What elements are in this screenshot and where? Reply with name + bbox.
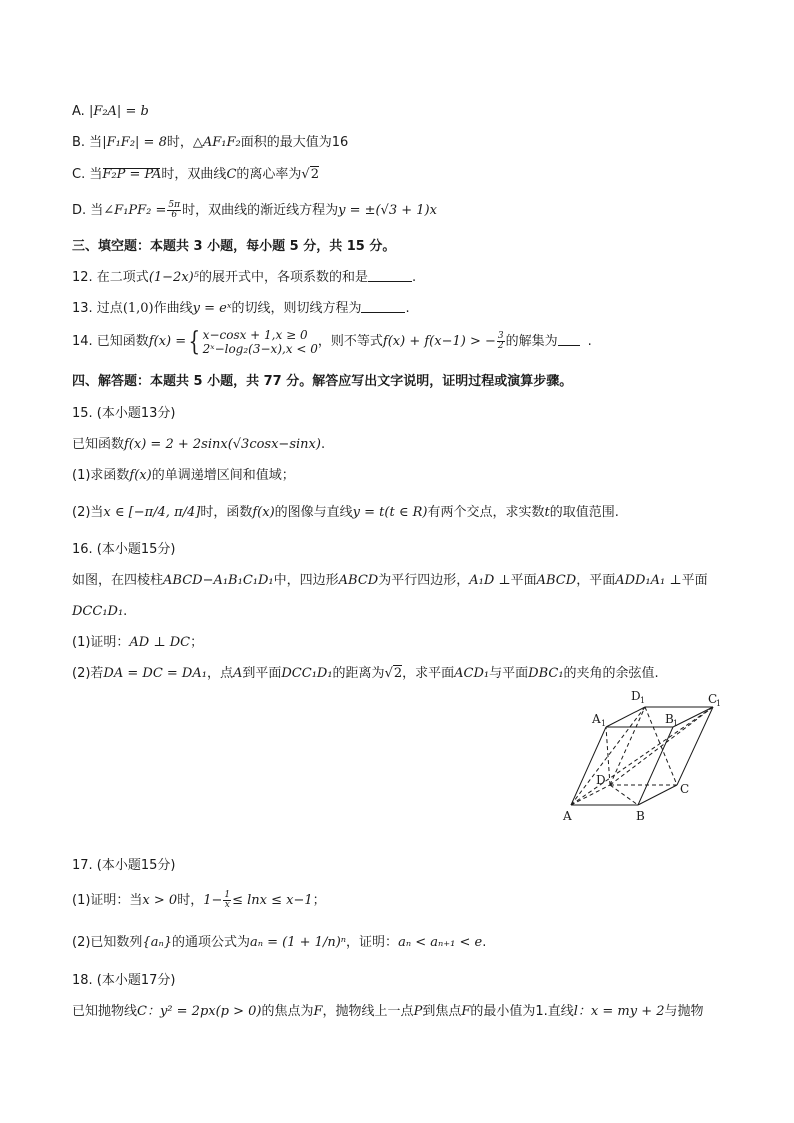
question-12: 12. 在二项式(1−2x)⁵的展开式中，各项系数的和是 . (72, 270, 417, 285)
section-4-heading: 四、解答题：本题共 5 小题，共 77 分。解答应写出文字说明，证明过程或演算步骤。 (72, 374, 573, 389)
question-16-part-2: (2)若DA = DC = DA₁，点A到平面DCC₁D₁的距离为√2，求平面ACD₁与平面DBC₁的夹角的余弦值. (72, 666, 659, 681)
vertex-label-B1: B (665, 712, 674, 726)
question-17-part-1: (1)证明：当x > 0时，1− $\frac{1}{x}$ ≤ lnx ≤ x−1； (72, 890, 326, 910)
option-c: C. 当 F₂P = PA时，双曲线C的离心率为√2 (72, 167, 319, 182)
question-18-stem: 已知抛物线C：y² = 2px(p > 0)的焦点为F，抛物线上一点P到焦点F的最小值为1.直线l：x = my + 2与抛物 (72, 1004, 704, 1019)
question-17-part-2: (2)已知数列{aₙ}的通项公式为aₙ = (1 + 1/n)ⁿ，证明：aₙ < aₙ₊₁ < e. (72, 935, 487, 950)
vertex-label-D1: D (631, 689, 641, 703)
question-13: 13. 过点(1,0)作曲线y = eˣ的切线，则切线方程为 . (72, 301, 410, 316)
answer-blank (361, 300, 405, 313)
question-16-stem-line-1: 如图，在四棱柱ABCD−A₁B₁C₁D₁中，四边形ABCD为平行四边形，A₁D ⊥平面ABCD，平面ADD₁A₁ ⊥平面 (72, 573, 708, 588)
vertex-label-A1-sub: 1 (601, 719, 607, 728)
vertex-label-B: B (636, 809, 645, 823)
brace-icon: { (188, 326, 201, 357)
answer-blank (558, 333, 580, 346)
vertex-label-C1: C (708, 692, 718, 706)
question-16-stem-line-2: DCC₁D₁. (72, 604, 128, 619)
question-17-heading: 17. (本小题15分) (72, 858, 176, 873)
question-14: 14. 已知函数f(x) ={ x−cosx + 1,x ≥ 0 2ˣ−log₂(3−x),x < 0 ，则不等式f(x) + f(x−1) > − $\frac{3}{2}$ 的解集为 . (72, 326, 592, 357)
section-3-heading: 三、填空题：本题共 3 小题，每小题 5 分，共 15 分。 (72, 239, 396, 254)
option-d: D. 当∠F₁PF₂ = $\frac{5\pi}{6}$ 时，双曲线的渐近线方程为y = ±(√3 + 1)x (72, 200, 437, 220)
question-15-part-2: (2)当x ∈ [−π/4, π/4]时，函数f(x)的图像与直线y = t(t ∈ R)有两个交点，求实数t的取值范围. (72, 505, 619, 520)
question-15-part-1: (1)求函数f(x)的单调递增区间和值域； (72, 468, 295, 483)
vertex-label-A: A (563, 809, 572, 823)
vertex-label-D1-sub: 1 (640, 696, 646, 705)
vertex-label-C1-sub: 1 (716, 699, 722, 708)
question-15-heading: 15. (本小题13分) (72, 406, 176, 421)
question-16-heading: 16. (本小题15分) (72, 542, 176, 557)
option-b: B. 当|F₁F₂| = 8时，△AF₁F₂面积的最大值为16 (72, 135, 349, 150)
question-16-part-1: (1)证明：AD ⊥ DC； (72, 635, 204, 650)
question-18-heading: 18. (本小题17分) (72, 973, 176, 988)
vertex-label-A1: A (592, 712, 601, 726)
answer-blank (368, 269, 412, 282)
question-15-stem: 已知函数f(x) = 2 + 2sinx(√3cosx−sinx). (72, 437, 326, 452)
vertex-label-B1-sub: 1 (673, 719, 679, 728)
vertex-label-C: C (680, 782, 690, 796)
vertex-label-D: D (596, 773, 606, 787)
option-a-expr: |F₂A| = b (88, 104, 149, 119)
option-a: A. |F₂A| = b (72, 104, 149, 119)
